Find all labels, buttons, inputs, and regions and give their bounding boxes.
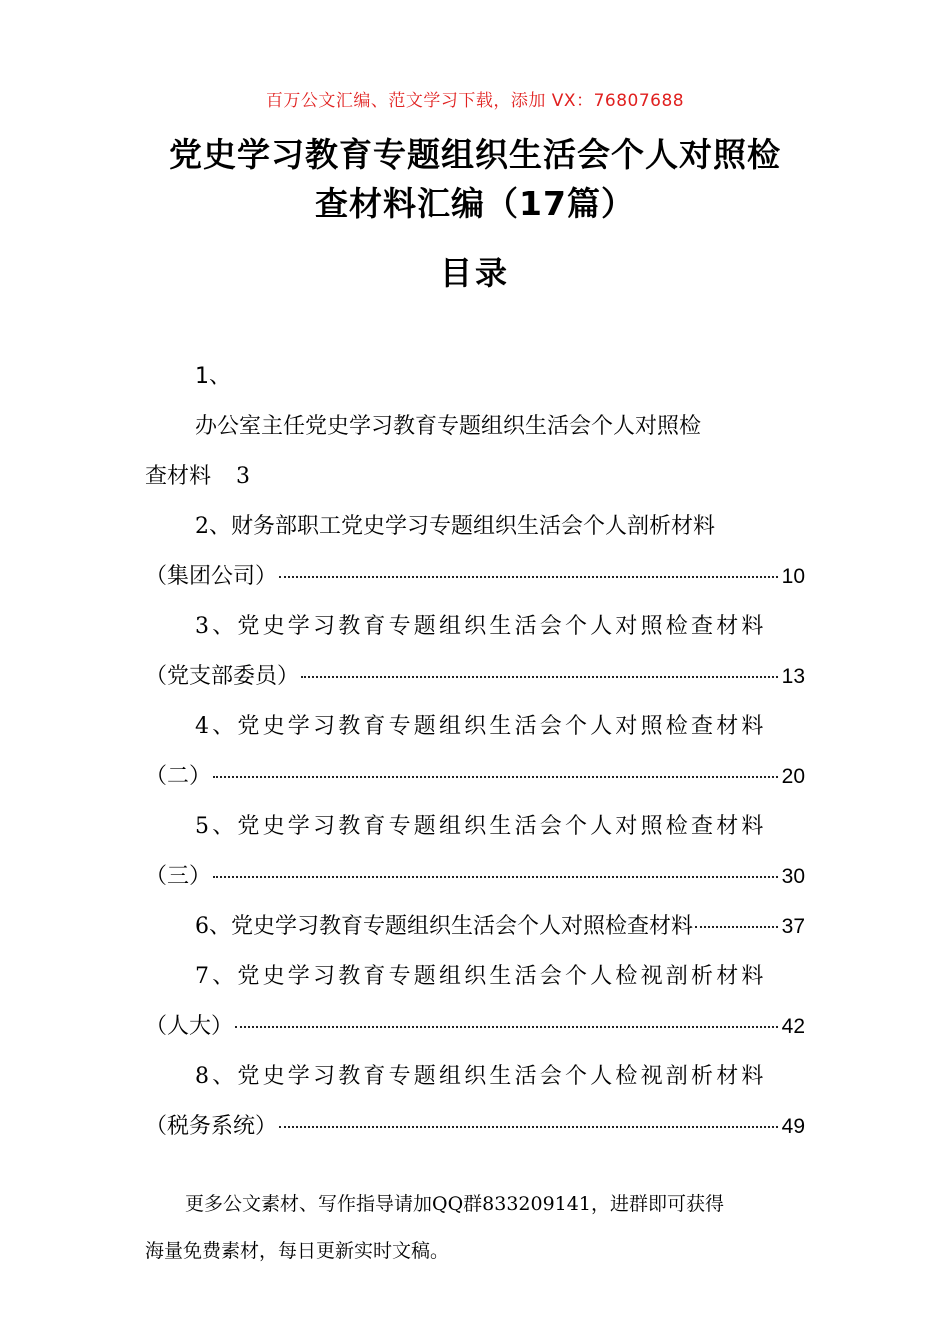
toc-item-1-page: 3 <box>236 464 251 489</box>
title-line-1: 党史学习教育专题组织生活会个人对照检 <box>169 135 781 174</box>
toc-item-2-page: 10 <box>781 565 805 588</box>
footer-note <box>145 1181 805 1275</box>
title-line-2: 查材料汇编（17篇） <box>315 184 635 223</box>
toc-item-1-title-cont[interactable] <box>145 452 805 502</box>
toc-item-5-title[interactable]: 5、党史学习教育专题组织生活会个人对照检查材料 <box>195 814 767 839</box>
dot-leader <box>235 1026 778 1028</box>
dot-leader <box>213 876 778 878</box>
toc-item-7-leader[interactable] <box>145 1002 805 1052</box>
footer-line-2: 海量免费素材，每日更新实时文稿。 <box>145 1240 450 1262</box>
toc-item-3-page: 13 <box>781 665 805 688</box>
toc-item-3-title[interactable]: 3、党史学习教育专题组织生活会个人对照检查材料 <box>195 614 767 639</box>
toc-item-7-page: 42 <box>781 1015 805 1038</box>
toc-item-5-leader[interactable] <box>145 852 805 902</box>
dot-leader <box>301 676 778 678</box>
footer-line-1: 更多公文素材、写作指导请加QQ群833209141，进群即可获得 <box>185 1193 724 1215</box>
toc-item-4-title[interactable]: 4、党史学习教育专题组织生活会个人对照检查材料 <box>195 714 767 739</box>
toc-item-3-subtitle: （党支部委员） <box>145 664 300 689</box>
toc-item-4-page: 20 <box>781 765 805 788</box>
dot-leader <box>279 576 778 578</box>
toc-item-2-subtitle: （集团公司） <box>145 564 278 589</box>
toc-item-3-leader[interactable] <box>145 652 805 702</box>
dot-leader <box>213 776 778 778</box>
toc-item-1-title[interactable]: 办公室主任党史学习教育专题组织生活会个人对照检 <box>195 414 702 439</box>
toc-item-4-leader[interactable] <box>145 752 805 802</box>
toc-item-7-subtitle: （人大） <box>145 1014 234 1039</box>
toc-item-5-page: 30 <box>781 865 805 888</box>
toc-item-8-leader[interactable] <box>145 1102 805 1152</box>
document-title <box>0 130 950 228</box>
toc-item-1-title-end: 查材料 <box>145 464 212 489</box>
toc-item-7-title[interactable]: 7、党史学习教育专题组织生活会个人检视剖析材料 <box>195 964 767 989</box>
toc-item-4-subtitle: （二） <box>145 764 212 789</box>
promo-banner: 百万公文汇编、范文学习下载，添加 VX：76807688 <box>265 91 685 111</box>
toc-item-5-subtitle: （三） <box>145 864 212 889</box>
toc-item-6-page: 37 <box>781 915 805 938</box>
toc-item-6-title: 6、党史学习教育专题组织生活会个人对照检查材料 <box>195 914 693 939</box>
dot-leader <box>279 1126 778 1128</box>
toc-heading: 目录 <box>439 254 510 292</box>
toc-item-8-page: 49 <box>781 1115 805 1138</box>
toc-item-1-number: 1、 <box>195 364 231 389</box>
toc-item-8-title[interactable]: 8、党史学习教育专题组织生活会个人检视剖析材料 <box>195 1064 767 1089</box>
table-of-contents <box>145 352 805 1152</box>
toc-item-2-title[interactable]: 2、财务部职工党史学习专题组织生活会个人剖析材料 <box>195 514 715 539</box>
toc-item-8-subtitle: （税务系统） <box>145 1114 278 1139</box>
dot-leader <box>695 926 778 928</box>
toc-item-2-leader[interactable] <box>145 552 805 602</box>
toc-item-6-leader[interactable] <box>145 902 805 952</box>
